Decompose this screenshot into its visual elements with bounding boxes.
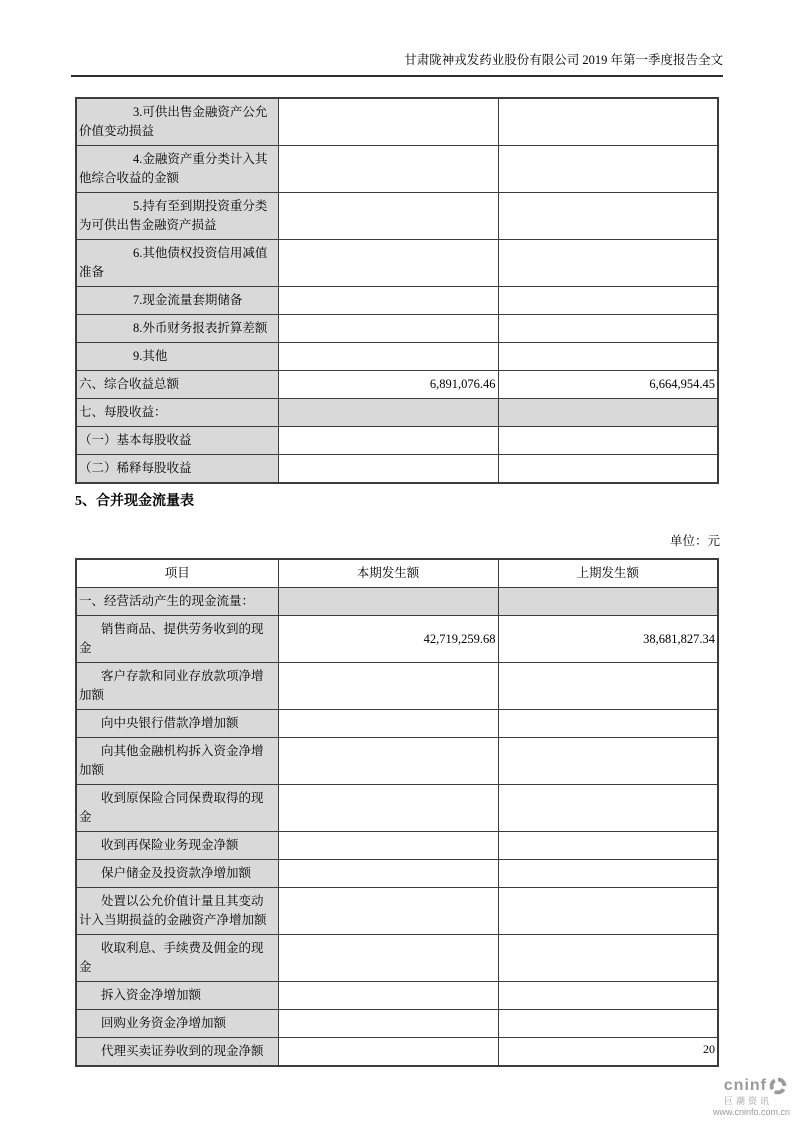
table-row [76, 427, 718, 455]
row-label-cell: （二）稀释每股收益 [76, 455, 278, 484]
current-amount-cell [278, 455, 498, 484]
row-label-cell: 6.其他债权投资信用减值准备 [76, 240, 278, 287]
table-row [76, 860, 718, 888]
cninfo-brand-row [700, 1076, 790, 1096]
current-amount-cell: 42,719,259.68 [278, 616, 498, 663]
row-label-cell: 客户存款和同业存放款项净增加额 [76, 663, 278, 710]
row-label-cell: 9.其他 [76, 343, 278, 371]
row-label-cell: 8.外币财务报表折算差额 [76, 315, 278, 343]
current-amount-cell [278, 399, 498, 427]
table-row [76, 98, 718, 146]
prior-amount-cell [498, 1038, 718, 1067]
current-amount-cell [278, 1038, 498, 1067]
cninfo-watermark [700, 1076, 790, 1117]
table-row [76, 287, 718, 315]
prior-amount-cell [498, 315, 718, 343]
row-label-cell: 回购业务资金净增加额 [76, 1010, 278, 1038]
prior-amount-cell [498, 888, 718, 935]
table-row [76, 343, 718, 371]
row-label-cell: 收到原保险合同保费取得的现金 [76, 785, 278, 832]
current-amount-cell [278, 427, 498, 455]
cninfo-brand-text: cninf [723, 1077, 767, 1094]
prior-amount-cell: 6,664,954.45 [498, 371, 718, 399]
prior-amount-cell [498, 343, 718, 371]
table-row [76, 588, 718, 616]
table-row [76, 832, 718, 860]
table-row [76, 146, 718, 193]
cninfo-watermark-subtitle: 巨潮资讯 [723, 1096, 772, 1106]
prior-amount-cell [498, 785, 718, 832]
prior-amount-cell [498, 982, 718, 1010]
row-label-cell: 向中央银行借款净增加额 [76, 710, 278, 738]
row-label-cell: 向其他金融机构拆入资金净增加额 [76, 738, 278, 785]
table-header-row [76, 559, 718, 588]
current-amount-cell [278, 888, 498, 935]
row-label-cell: 处置以公允价值计量且其变动计入当期损益的金融资产净增加额 [76, 888, 278, 935]
table-row [76, 738, 718, 785]
row-label-cell: 六、综合收益总额 [76, 371, 278, 399]
prior-amount-cell: 38,681,827.34 [498, 616, 718, 663]
table-row [76, 193, 718, 240]
row-label-cell: 5.持有至到期投资重分类为可供出售金融资产损益 [76, 193, 278, 240]
column-header-item: 项目 [76, 559, 278, 588]
cash-flow-table-header [76, 559, 718, 588]
row-label-cell: 保户储金及投资款净增加额 [76, 860, 278, 888]
row-label-cell: 七、每股收益： [76, 399, 278, 427]
table-row [76, 663, 718, 710]
column-header-prior-period: 上期发生额 [498, 559, 718, 588]
prior-amount-cell [498, 663, 718, 710]
prior-amount-cell [498, 240, 718, 287]
current-amount-cell [278, 343, 498, 371]
current-amount-cell [278, 710, 498, 738]
current-amount-cell [278, 832, 498, 860]
prior-amount-cell [498, 146, 718, 193]
row-label-cell: 一、经营活动产生的现金流量： [76, 588, 278, 616]
table-row [76, 710, 718, 738]
current-amount-cell [278, 935, 498, 982]
current-amount-cell [278, 982, 498, 1010]
current-amount-cell [278, 860, 498, 888]
cninfo-watermark-url: www.cninfo.com.cn [712, 1107, 790, 1117]
current-amount-cell [278, 663, 498, 710]
cash-flow-table [75, 558, 719, 1067]
current-amount-cell [278, 146, 498, 193]
header-rule [71, 75, 723, 77]
prior-amount-cell [498, 427, 718, 455]
page-number: 20 [703, 1042, 715, 1056]
prior-amount-cell [498, 455, 718, 484]
current-amount-cell [278, 315, 498, 343]
current-amount-cell [278, 1010, 498, 1038]
current-amount-cell [278, 240, 498, 287]
table-row [76, 785, 718, 832]
report-header-title: 甘肃陇神戎发药业股份有限公司 2019 年第一季度报告全文 [404, 53, 723, 67]
table-row [76, 935, 718, 982]
comprehensive-income-table-body [76, 98, 718, 483]
prior-amount-cell [498, 399, 718, 427]
table-row [76, 1038, 718, 1067]
prior-amount-cell [498, 860, 718, 888]
prior-amount-cell [498, 287, 718, 315]
row-label-cell: 收到再保险业务现金净额 [76, 832, 278, 860]
prior-amount-cell [498, 738, 718, 785]
prior-amount-cell [498, 193, 718, 240]
column-header-current-period: 本期发生额 [278, 559, 498, 588]
current-amount-cell [278, 193, 498, 240]
row-label-cell: 收取利息、手续费及佣金的现金 [76, 935, 278, 982]
table-row [76, 315, 718, 343]
prior-amount-cell [498, 98, 718, 146]
prior-amount-cell [498, 588, 718, 616]
row-label-cell: 4.金融资产重分类计入其他综合收益的金额 [76, 146, 278, 193]
prior-amount-cell [498, 710, 718, 738]
unit-label: 单位：元 [669, 534, 720, 548]
table-row [76, 1010, 718, 1038]
row-label-cell: 销售商品、提供劳务收到的现金 [76, 616, 278, 663]
row-label-cell: 3.可供出售金融资产公允价值变动损益 [76, 98, 278, 146]
prior-amount-cell [498, 1010, 718, 1038]
current-amount-cell: 6,891,076.46 [278, 371, 498, 399]
table-row [76, 240, 718, 287]
table-row [76, 616, 718, 663]
row-label-cell: 拆入资金净增加额 [76, 982, 278, 1010]
prior-amount-cell [498, 832, 718, 860]
table-row [76, 371, 718, 399]
cash-flow-table-body [76, 588, 718, 1067]
cninfo-swirl-icon [768, 1076, 788, 1096]
current-amount-cell [278, 287, 498, 315]
current-amount-cell [278, 588, 498, 616]
current-amount-cell [278, 98, 498, 146]
table-row [76, 982, 718, 1010]
table-row [76, 399, 718, 427]
table-row [76, 888, 718, 935]
current-amount-cell [278, 738, 498, 785]
prior-amount-cell [498, 935, 718, 982]
row-label-cell: （一）基本每股收益 [76, 427, 278, 455]
current-amount-cell [278, 785, 498, 832]
table-row [76, 455, 718, 484]
section-heading: 5、合并现金流量表 [75, 494, 194, 509]
row-label-cell: 代理买卖证券收到的现金净额 [76, 1038, 278, 1067]
comprehensive-income-table [75, 97, 719, 484]
row-label-cell: 7.现金流量套期储备 [76, 287, 278, 315]
